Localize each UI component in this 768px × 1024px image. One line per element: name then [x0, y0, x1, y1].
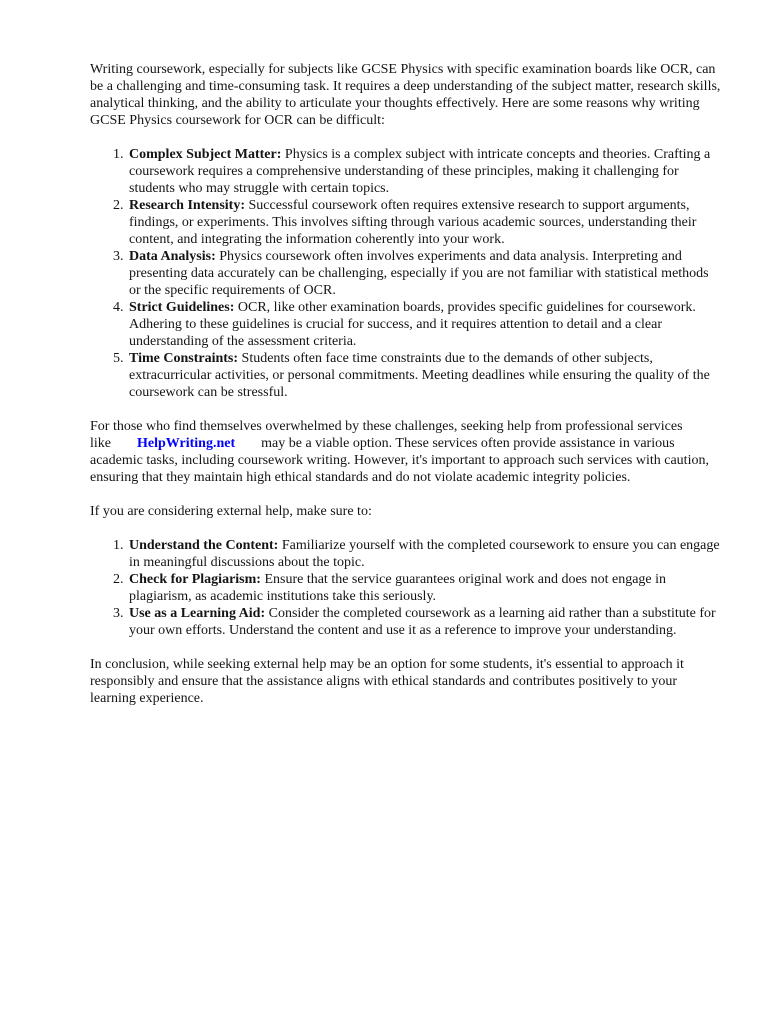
tip-desc: Consider the completed coursework as a learning aid rather than a substitute for your own efforts. Understand the content and use it as a reference to improve your understanding. [129, 606, 716, 638]
reason-term: Complex Subject Matter: [129, 147, 282, 162]
tip-item-check-plagiarism [127, 571, 722, 605]
tip-item-learning-aid [127, 605, 722, 639]
tip-desc: Ensure that the service guarantees original work and does not engage in plagiarism, as academic institutions take this seriously. [129, 572, 667, 604]
tips-list [90, 537, 722, 639]
tip-item-understand-content [127, 537, 722, 571]
reason-desc: Physics coursework often involves experiments and data analysis. Interpreting and presenting data accurately can be challenging, especially if you are not familiar with statistical methods or the specific requirements of OCR. [129, 249, 709, 298]
conclusion-paragraph: In conclusion, while seeking external help may be an option for some students, it's essential to approach it responsibly and ensure that the assistance aligns with ethical standards and contributes positively to your learning experience. [90, 657, 684, 706]
help-paragraph-before: For those who find themselves overwhelmed by these challenges, seeking help from professional services like [90, 419, 683, 451]
reason-term: Time Constraints: [129, 351, 239, 366]
reason-desc: Students often face time constraints due to the demands of other subjects, extracurricular activities, or personal commitments. Meeting deadlines while ensuring the quality of the coursework can be stressful. [129, 351, 710, 400]
reason-term: Data Analysis: [129, 249, 216, 264]
reason-item-time-constraints [127, 350, 722, 401]
tip-term: Check for Plagiarism: [129, 572, 261, 587]
reason-item-data-analysis [127, 248, 722, 299]
reason-desc: Successful coursework often requires extensive research to support arguments, findings, or experiments. This involves sifting through various academic sources, understanding their content, and integrating the information coherently into your work. [129, 198, 697, 247]
considering-paragraph: If you are considering external help, make sure to: [90, 504, 372, 519]
tip-term: Understand the Content: [129, 538, 279, 553]
help-services-paragraph [90, 418, 722, 486]
helpwriting-link[interactable]: HelpWriting.net [137, 436, 236, 451]
help-paragraph-after: may be a viable option. These services often provide assistance in various academic tasks, including coursework writing. However, it's important to approach such services with caution, ensuring that they maintain high ethical standards and do not violate academic integrity policies. [90, 436, 709, 485]
tip-term: Use as a Learning Aid: [129, 606, 266, 621]
reason-desc: Physics is a complex subject with intricate concepts and theories. Crafting a coursework requires a comprehensive understanding of these principles, making it challenging for students who may struggle with certain topics. [129, 147, 711, 196]
intro-paragraph: Writing coursework, especially for subjects like GCSE Physics with specific examination boards like OCR, can be a challenging and time-consuming task. It requires a deep understanding of the subject matter, research skills, analytical thinking, and the ability to articulate your thoughts effectively. Here are some reasons why writing GCSE Physics coursework for OCR can be difficult: [90, 62, 721, 128]
reason-item-strict-guidelines [127, 299, 722, 350]
reason-term: Strict Guidelines: [129, 300, 235, 315]
reasons-list [90, 146, 722, 401]
reason-desc: OCR, like other examination boards, provides specific guidelines for coursework. Adhering to these guidelines is crucial for success, and it requires attention to detail and a clear understanding of the assessment criteria. [129, 300, 696, 349]
reason-term: Research Intensity: [129, 198, 246, 213]
reason-item-complex-subject-matter [127, 146, 722, 197]
tip-desc: Familiarize yourself with the completed coursework to ensure you can engage in meaningful discussions about the topic. [129, 538, 720, 570]
reason-item-research-intensity [127, 197, 722, 248]
